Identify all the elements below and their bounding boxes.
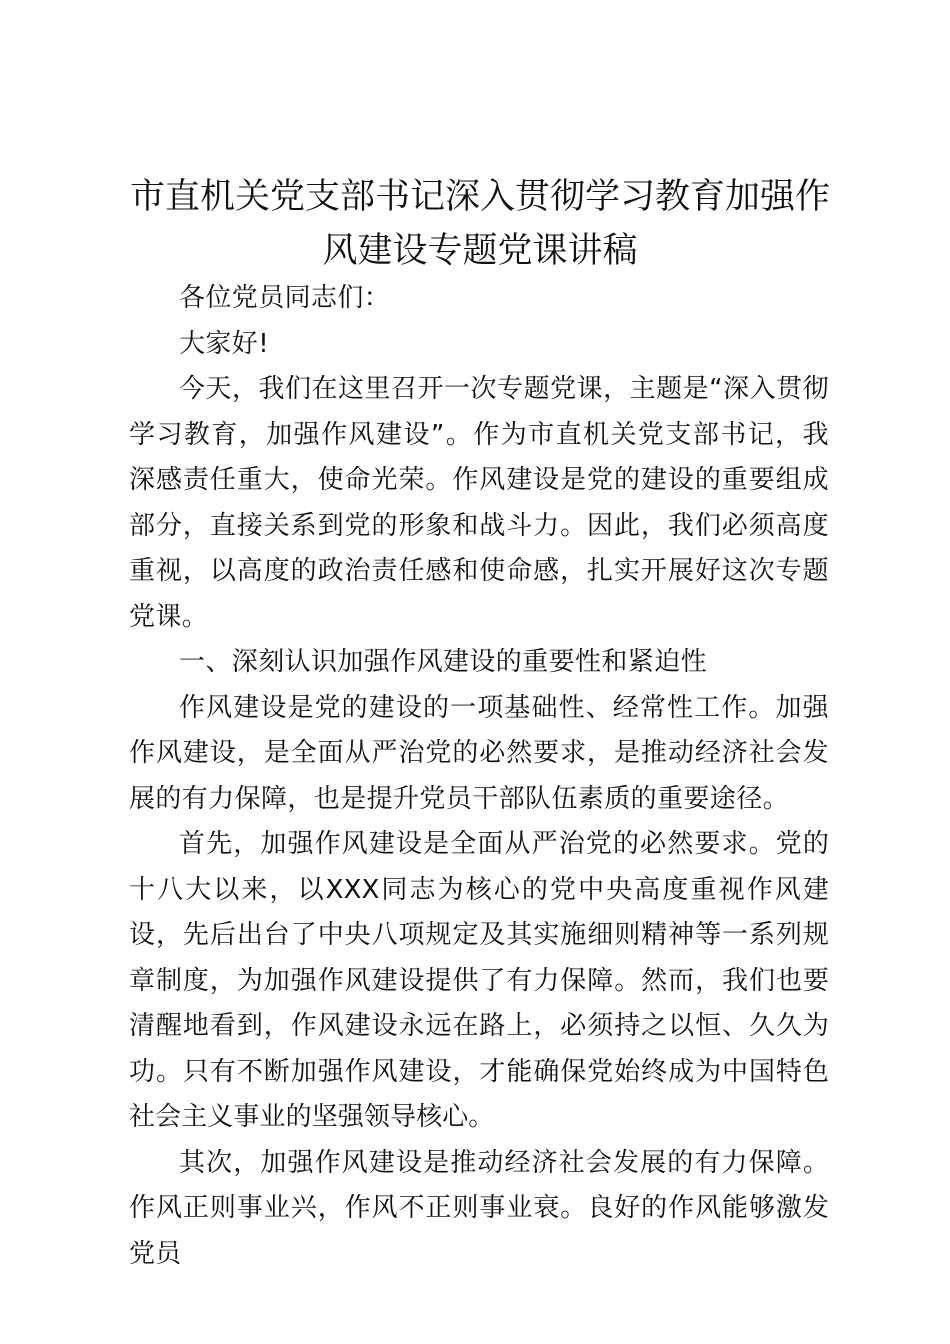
paragraph-second-point: 其次，加强作风建设是推动经济社会发展的有力保障。作风正则事业兴，作风不正则事业衰。良好的作风能够激发党员 [129,1147,829,1269]
greeting: 大家好! [179,328,270,359]
document-body [129,276,829,1277]
document-title [110,170,850,278]
salutation: 各位党员同志们： [179,283,391,313]
paragraph-section-1: 作风建设是党的建设的一项基础性、经常性工作。加强作风建设，是全面从严治党的必然要求，是推动经济社会发展的有力保障，也是提升党员干部队伍素质的重要途径。 [129,692,829,814]
title-line-1: 市直机关党支部书记深入贯彻学习教育加强作 [129,177,830,217]
paragraph-first-point: 首先，加强作风建设是全面从严治党的必然要求。党的十八大以来，以XXX同志为核心的党中央高度重视作风建设，先后出台了中央八项规定及其实施细则精神等一系列规章制度，为加强作风建设提供了有力保障。然而，我们也要清醒地看到，作风建设永远在路上，必须持之以恒、久久为功。只有不断加强作风建设，才能确保党始终成为中国特色社会主义事业的坚强领导核心。 [129,829,829,1132]
section-heading-1: 一、深刻认识加强作风建设的重要性和紧迫性 [179,647,708,677]
title-line-2: 风建设专题党课讲稿 [322,231,638,271]
paragraph-intro: 今天，我们在这里召开一次专题党课，主题是“深入贯彻学习教育，加强作风建设”。作为市直机关党支部书记，我深感责任重大，使命光荣。作风建设是党的建设的重要组成部分，直接关系到党的形象和战斗力。因此，我们必须高度重视，以高度的政治责任感和使命感，扎实开展好这次专题党课。 [129,374,829,632]
